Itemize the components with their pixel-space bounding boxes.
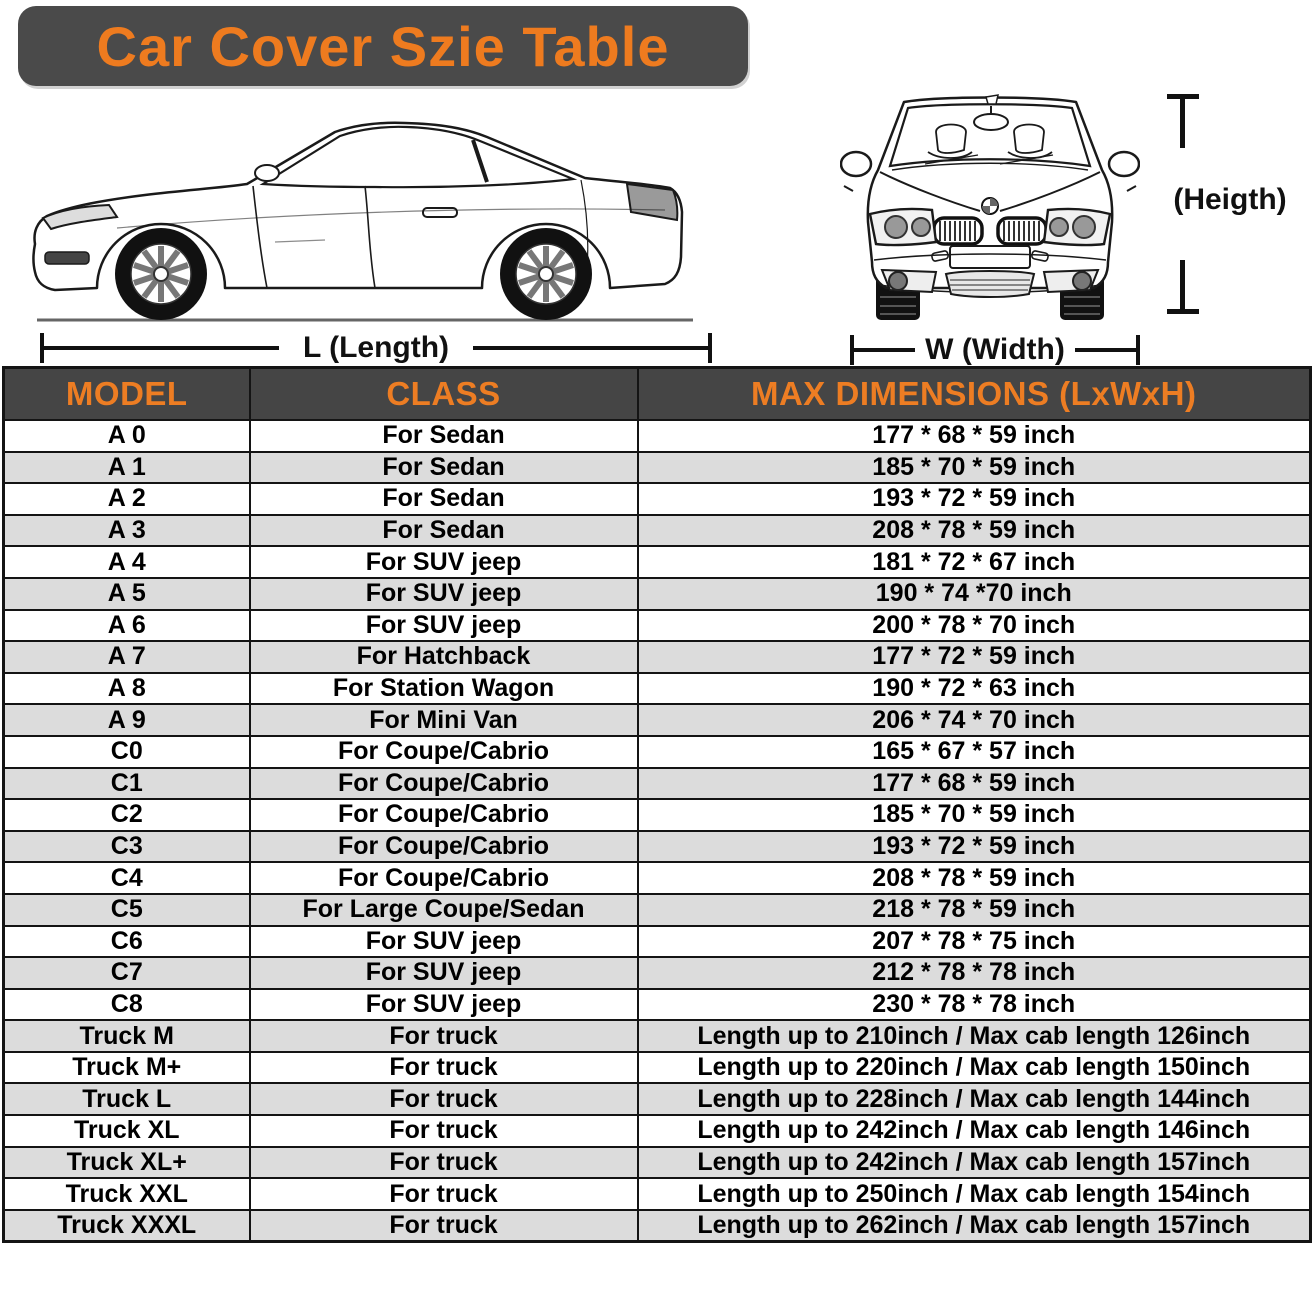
table-cell: 212 * 78 * 78 inch xyxy=(638,957,1311,989)
table-cell: A 0 xyxy=(4,420,250,452)
table-cell: For Coupe/Cabrio xyxy=(250,862,638,894)
table-row xyxy=(4,1178,1311,1210)
table-cell: For SUV jeep xyxy=(250,989,638,1021)
rear-wheel xyxy=(500,228,592,320)
size-table-body xyxy=(4,420,1311,1242)
table-cell: 177 * 72 * 59 inch xyxy=(638,641,1311,673)
table-cell: C8 xyxy=(4,989,250,1021)
table-cell: C5 xyxy=(4,894,250,926)
table-cell: For SUV jeep xyxy=(250,546,638,578)
table-row xyxy=(4,831,1311,863)
table-cell: C3 xyxy=(4,831,250,863)
table-cell: 185 * 70 * 59 inch xyxy=(638,452,1311,484)
header-max-dimensions: MAX DIMENSIONS (LxWxH) xyxy=(638,368,1311,421)
table-row xyxy=(4,515,1311,547)
dimension-line xyxy=(1180,96,1185,148)
table-row xyxy=(4,673,1311,705)
dimension-line xyxy=(854,348,915,352)
table-row xyxy=(4,1052,1311,1084)
car-front-view-illustration xyxy=(840,92,1140,327)
table-cell: 208 * 78 * 59 inch xyxy=(638,862,1311,894)
table-cell: For truck xyxy=(250,1210,638,1242)
size-table xyxy=(2,366,1312,1243)
table-row xyxy=(4,926,1311,958)
length-dimension xyxy=(40,331,712,365)
table-row xyxy=(4,610,1311,642)
table-cell: 206 * 74 * 70 inch xyxy=(638,704,1311,736)
bmw-roundel-icon xyxy=(982,198,998,214)
table-cell: For Mini Van xyxy=(250,704,638,736)
table-cell: A 6 xyxy=(4,610,250,642)
table-row xyxy=(4,1020,1311,1052)
table-row xyxy=(4,452,1311,484)
table-row xyxy=(4,641,1311,673)
car-side-view-illustration xyxy=(25,92,705,327)
table-cell: 208 * 78 * 59 inch xyxy=(638,515,1311,547)
header-model: MODEL xyxy=(4,368,250,421)
table-row xyxy=(4,736,1311,768)
table-cell: A 3 xyxy=(4,515,250,547)
table-row xyxy=(4,862,1311,894)
table-cell: 165 * 67 * 57 inch xyxy=(638,736,1311,768)
table-cell: Length up to 228inch / Max cab length 144inch xyxy=(638,1083,1311,1115)
table-cell: For Coupe/Cabrio xyxy=(250,831,638,863)
table-cell: For truck xyxy=(250,1178,638,1210)
table-row xyxy=(4,1115,1311,1147)
page-title: Car Cover Szie Table xyxy=(96,14,670,78)
table-cell: Length up to 242inch / Max cab length 157inch xyxy=(638,1147,1311,1179)
table-row xyxy=(4,768,1311,800)
front-wheel xyxy=(115,228,207,320)
dimension-line xyxy=(44,346,279,350)
dimension-tick xyxy=(708,333,712,363)
length-label: L (Length) xyxy=(302,331,450,364)
table-row xyxy=(4,1147,1311,1179)
table-cell: 200 * 78 * 70 inch xyxy=(638,610,1311,642)
dimension-line xyxy=(473,346,708,350)
table-cell: For truck xyxy=(250,1020,638,1052)
table-cell: 190 * 72 * 63 inch xyxy=(638,673,1311,705)
table-cell: 177 * 68 * 59 inch xyxy=(638,768,1311,800)
height-label: (Heigth) xyxy=(1173,183,1287,216)
dimension-line xyxy=(1075,348,1136,352)
table-cell: For Coupe/Cabrio xyxy=(250,799,638,831)
table-cell: For Large Coupe/Sedan xyxy=(250,894,638,926)
table-cell: 185 * 70 * 59 inch xyxy=(638,799,1311,831)
table-cell: C2 xyxy=(4,799,250,831)
width-label: W (Width) xyxy=(925,333,1065,366)
table-cell: Length up to 242inch / Max cab length 146inch xyxy=(638,1115,1311,1147)
table-cell: C0 xyxy=(4,736,250,768)
table-cell: For Sedan xyxy=(250,420,638,452)
table-cell: Length up to 210inch / Max cab length 126inch xyxy=(638,1020,1311,1052)
table-cell: C6 xyxy=(4,926,250,958)
dimension-tick xyxy=(1167,309,1199,314)
table-cell: 230 * 78 * 78 inch xyxy=(638,989,1311,1021)
table-header-row xyxy=(4,368,1311,421)
table-cell: 207 * 78 * 75 inch xyxy=(638,926,1311,958)
table-cell: For Station Wagon xyxy=(250,673,638,705)
width-dimension xyxy=(850,334,1140,366)
table-row xyxy=(4,704,1311,736)
table-row xyxy=(4,420,1311,452)
dimension-line xyxy=(1180,260,1185,312)
table-cell: For SUV jeep xyxy=(250,957,638,989)
table-cell: A 2 xyxy=(4,483,250,515)
table-cell: For truck xyxy=(250,1115,638,1147)
dimension-tick xyxy=(1136,335,1140,365)
table-cell: 177 * 68 * 59 inch xyxy=(638,420,1311,452)
table-cell: Length up to 220inch / Max cab length 150inch xyxy=(638,1052,1311,1084)
table-cell: 190 * 74 *70 inch xyxy=(638,578,1311,610)
table-cell: A 5 xyxy=(4,578,250,610)
table-cell: For truck xyxy=(250,1147,638,1179)
table-cell: For Sedan xyxy=(250,483,638,515)
table-row xyxy=(4,989,1311,1021)
table-cell: Truck XXXL xyxy=(4,1210,250,1242)
table-cell: A 8 xyxy=(4,673,250,705)
table-cell: For SUV jeep xyxy=(250,926,638,958)
table-cell: For Coupe/Cabrio xyxy=(250,768,638,800)
table-cell: 193 * 72 * 59 inch xyxy=(638,831,1311,863)
table-cell: For Sedan xyxy=(250,515,638,547)
table-cell: C4 xyxy=(4,862,250,894)
table-cell: For SUV jeep xyxy=(250,578,638,610)
table-cell: For truck xyxy=(250,1052,638,1084)
table-cell: A 9 xyxy=(4,704,250,736)
table-cell: Truck L xyxy=(4,1083,250,1115)
table-cell: Truck M xyxy=(4,1020,250,1052)
table-row xyxy=(4,546,1311,578)
table-cell: 218 * 78 * 59 inch xyxy=(638,894,1311,926)
table-row xyxy=(4,957,1311,989)
table-cell: C1 xyxy=(4,768,250,800)
table-row xyxy=(4,894,1311,926)
table-cell: Length up to 262inch / Max cab length 157inch xyxy=(638,1210,1311,1242)
table-row xyxy=(4,483,1311,515)
table-cell: Truck XXL xyxy=(4,1178,250,1210)
table-row xyxy=(4,1083,1311,1115)
table-cell: A 4 xyxy=(4,546,250,578)
table-cell: A 7 xyxy=(4,641,250,673)
table-row xyxy=(4,799,1311,831)
table-cell: For SUV jeep xyxy=(250,610,638,642)
table-cell: For Coupe/Cabrio xyxy=(250,736,638,768)
table-cell: For truck xyxy=(250,1083,638,1115)
table-cell: Truck XL xyxy=(4,1115,250,1147)
table-cell: C7 xyxy=(4,957,250,989)
table-cell: For Sedan xyxy=(250,452,638,484)
table-cell: For Hatchback xyxy=(250,641,638,673)
table-cell: Truck M+ xyxy=(4,1052,250,1084)
table-cell: Length up to 250inch / Max cab length 154inch xyxy=(638,1178,1311,1210)
table-cell: 181 * 72 * 67 inch xyxy=(638,546,1311,578)
table-cell: A 1 xyxy=(4,452,250,484)
title-badge xyxy=(18,6,748,86)
header-class: CLASS xyxy=(250,368,638,421)
table-cell: 193 * 72 * 59 inch xyxy=(638,483,1311,515)
table-row xyxy=(4,1210,1311,1242)
table-cell: Truck XL+ xyxy=(4,1147,250,1179)
table-row xyxy=(4,578,1311,610)
